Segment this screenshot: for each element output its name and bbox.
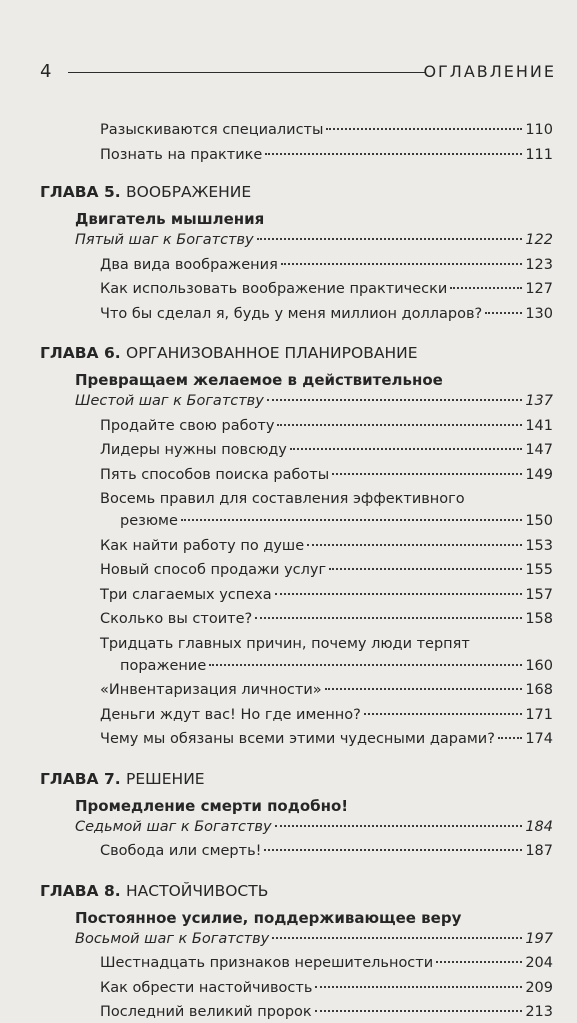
chapter-subtitle: Двигатель мышления	[75, 210, 265, 228]
entry-page-number: 123	[525, 256, 553, 273]
entry-page-number: 150	[525, 513, 553, 529]
entry-title: Как найти работу по душе	[100, 537, 305, 554]
entry-page-number: 141	[525, 417, 553, 434]
dot-leader	[265, 153, 522, 155]
entry-page-number: 149	[525, 466, 553, 483]
entry-title: Лидеры нужны повсюду	[100, 442, 287, 458]
dot-leader	[272, 937, 522, 939]
entry-page-number: 168	[525, 682, 553, 698]
entry-title: Свобода или смерть!	[100, 843, 262, 859]
toc-entry	[100, 303, 553, 325]
entry-title: Пять способов поиска работы	[100, 466, 330, 483]
step-entry	[75, 229, 553, 251]
entry-title: Пятый шаг к Богатству	[75, 232, 254, 248]
entry-page-number: 209	[525, 979, 553, 996]
step-entry	[75, 816, 553, 838]
dot-leader	[209, 664, 522, 666]
dot-leader	[332, 473, 522, 475]
entry-title: Седьмой шаг к Богатству	[75, 818, 272, 835]
dot-leader	[315, 1010, 523, 1012]
dot-leader	[326, 128, 522, 130]
toc-entry	[100, 704, 553, 726]
chapter-title: РЕШЕНИЕ	[126, 769, 205, 788]
entry-page-number: 122	[525, 232, 553, 248]
entry-title: Последний великий пророк	[100, 1004, 312, 1020]
dot-leader	[329, 568, 522, 570]
toc-entry-line	[100, 488, 465, 510]
dot-leader	[275, 593, 523, 595]
chapter-title: ОРГАНИЗОВАННОЕ ПЛАНИРОВАНИЕ	[126, 344, 418, 362]
entry-title: Что бы сделал я, будь у меня миллион долларов?	[100, 305, 483, 322]
toc-entry	[100, 952, 553, 974]
dot-leader	[281, 263, 523, 265]
toc-entry	[120, 510, 553, 532]
entry-page-number: 155	[525, 562, 553, 578]
entry-title: Сколько вы стоите?	[100, 611, 253, 627]
dot-leader	[450, 287, 522, 289]
entry-title: Три слагаемых успеха	[100, 586, 272, 603]
entry-page-number: 130	[525, 305, 553, 322]
entry-title: Шестнадцать признаков нерешительности	[100, 955, 434, 971]
chapter-number: ГЛАВА 6.	[40, 344, 127, 362]
toc-entry	[100, 119, 553, 141]
page-number: 4	[40, 61, 52, 82]
dot-leader	[255, 617, 522, 619]
entry-page-number: 147	[525, 442, 553, 458]
entry-page-number: 174	[525, 731, 553, 747]
entry-page-number: 110	[525, 122, 553, 138]
toc-entry	[100, 840, 553, 862]
chapter-number: ГЛАВА 5.	[40, 183, 127, 201]
toc-entry	[100, 977, 553, 999]
entry-title: резюме	[120, 513, 178, 529]
toc-entry	[100, 584, 553, 606]
chapter-heading	[40, 181, 251, 203]
entry-title: поражение	[120, 657, 207, 674]
chapter-subtitle: Постоянное усилие, поддерживающее веру	[75, 908, 462, 927]
toc-entry-line	[100, 633, 470, 655]
chapter-subtitle: Промедление смерти подобно!	[75, 796, 349, 815]
entry-title: Восемь правил для составления эффективного	[100, 491, 465, 507]
entry-page-number: 127	[525, 281, 553, 297]
entry-page-number: 171	[525, 706, 553, 723]
entry-page-number: 111	[525, 146, 553, 163]
section-title: ОГЛАВЛЕНИЕ	[423, 62, 556, 81]
entry-title: Продайте свою работу	[100, 417, 275, 434]
entry-title: Как использовать воображение практически	[100, 281, 448, 297]
header-rule	[68, 72, 426, 73]
chapter-heading	[40, 342, 417, 364]
toc-entry	[100, 559, 553, 581]
entry-title: Как обрести настойчивость	[100, 979, 313, 996]
entry-title: «Инвентаризация личности»	[100, 682, 322, 698]
entry-title: Разыскиваются специалисты	[100, 122, 324, 138]
entry-page-number: 204	[525, 955, 553, 971]
entry-title: Познать на практике	[100, 146, 263, 163]
entry-title: Деньги ждут вас! Но где именно?	[100, 706, 361, 723]
step-entry	[75, 928, 553, 950]
toc-entry	[100, 415, 553, 437]
dot-leader	[325, 688, 523, 690]
toc-entry	[100, 535, 553, 557]
dot-leader	[315, 986, 522, 988]
toc-entry	[100, 728, 553, 750]
chapter-heading	[40, 880, 268, 902]
entry-page-number: 153	[525, 537, 553, 554]
chapter-title: ВООБРАЖЕНИЕ	[126, 183, 252, 201]
step-entry	[75, 390, 553, 412]
entry-title: Новый способ продажи услуг	[100, 562, 327, 578]
chapter-title: НАСТОЙЧИВОСТЬ	[126, 881, 269, 900]
entry-page-number: 184	[525, 818, 553, 835]
toc-entry	[100, 679, 553, 701]
entry-page-number: 158	[525, 611, 553, 627]
chapter-number: ГЛАВА 7.	[40, 769, 127, 788]
dot-leader	[436, 961, 522, 963]
chapter-subtitle: Превращаем желаемое в действительное	[75, 371, 443, 389]
entry-title: Восьмой шаг к Богатству	[75, 930, 270, 947]
dot-leader	[307, 544, 522, 546]
dot-leader	[181, 519, 522, 521]
dot-leader	[257, 238, 523, 240]
dot-leader	[277, 424, 522, 426]
dot-leader	[290, 448, 522, 450]
chapter-number: ГЛАВА 8.	[40, 881, 127, 900]
dot-leader	[267, 399, 523, 401]
dot-leader	[275, 825, 523, 827]
entry-page-number: 137	[525, 393, 553, 409]
chapter-heading	[40, 768, 205, 790]
toc-entry	[100, 608, 553, 630]
dot-leader	[264, 849, 522, 851]
toc-entry	[100, 144, 553, 166]
toc-entry	[100, 439, 553, 461]
entry-page-number: 197	[525, 930, 553, 947]
toc-entry	[100, 254, 553, 276]
entry-title: Шестой шаг к Богатству	[75, 393, 264, 409]
entry-title: Тридцать главных причин, почему люди терпят	[100, 635, 470, 652]
entry-page-number: 213	[525, 1004, 553, 1020]
entry-page-number: 157	[525, 586, 553, 603]
page-header	[40, 62, 556, 82]
toc-entry	[100, 464, 553, 486]
dot-leader	[498, 737, 522, 739]
toc-entry	[100, 278, 553, 300]
toc-entry	[120, 655, 553, 677]
entry-title: Два вида воображения	[100, 256, 278, 273]
entry-title: Чему мы обязаны всеми этими чудесными дарами?	[100, 731, 495, 747]
toc-entry	[100, 1001, 553, 1023]
entry-page-number: 187	[525, 843, 553, 859]
entry-page-number: 160	[525, 657, 553, 674]
dot-leader	[485, 312, 522, 314]
dot-leader	[364, 713, 522, 715]
